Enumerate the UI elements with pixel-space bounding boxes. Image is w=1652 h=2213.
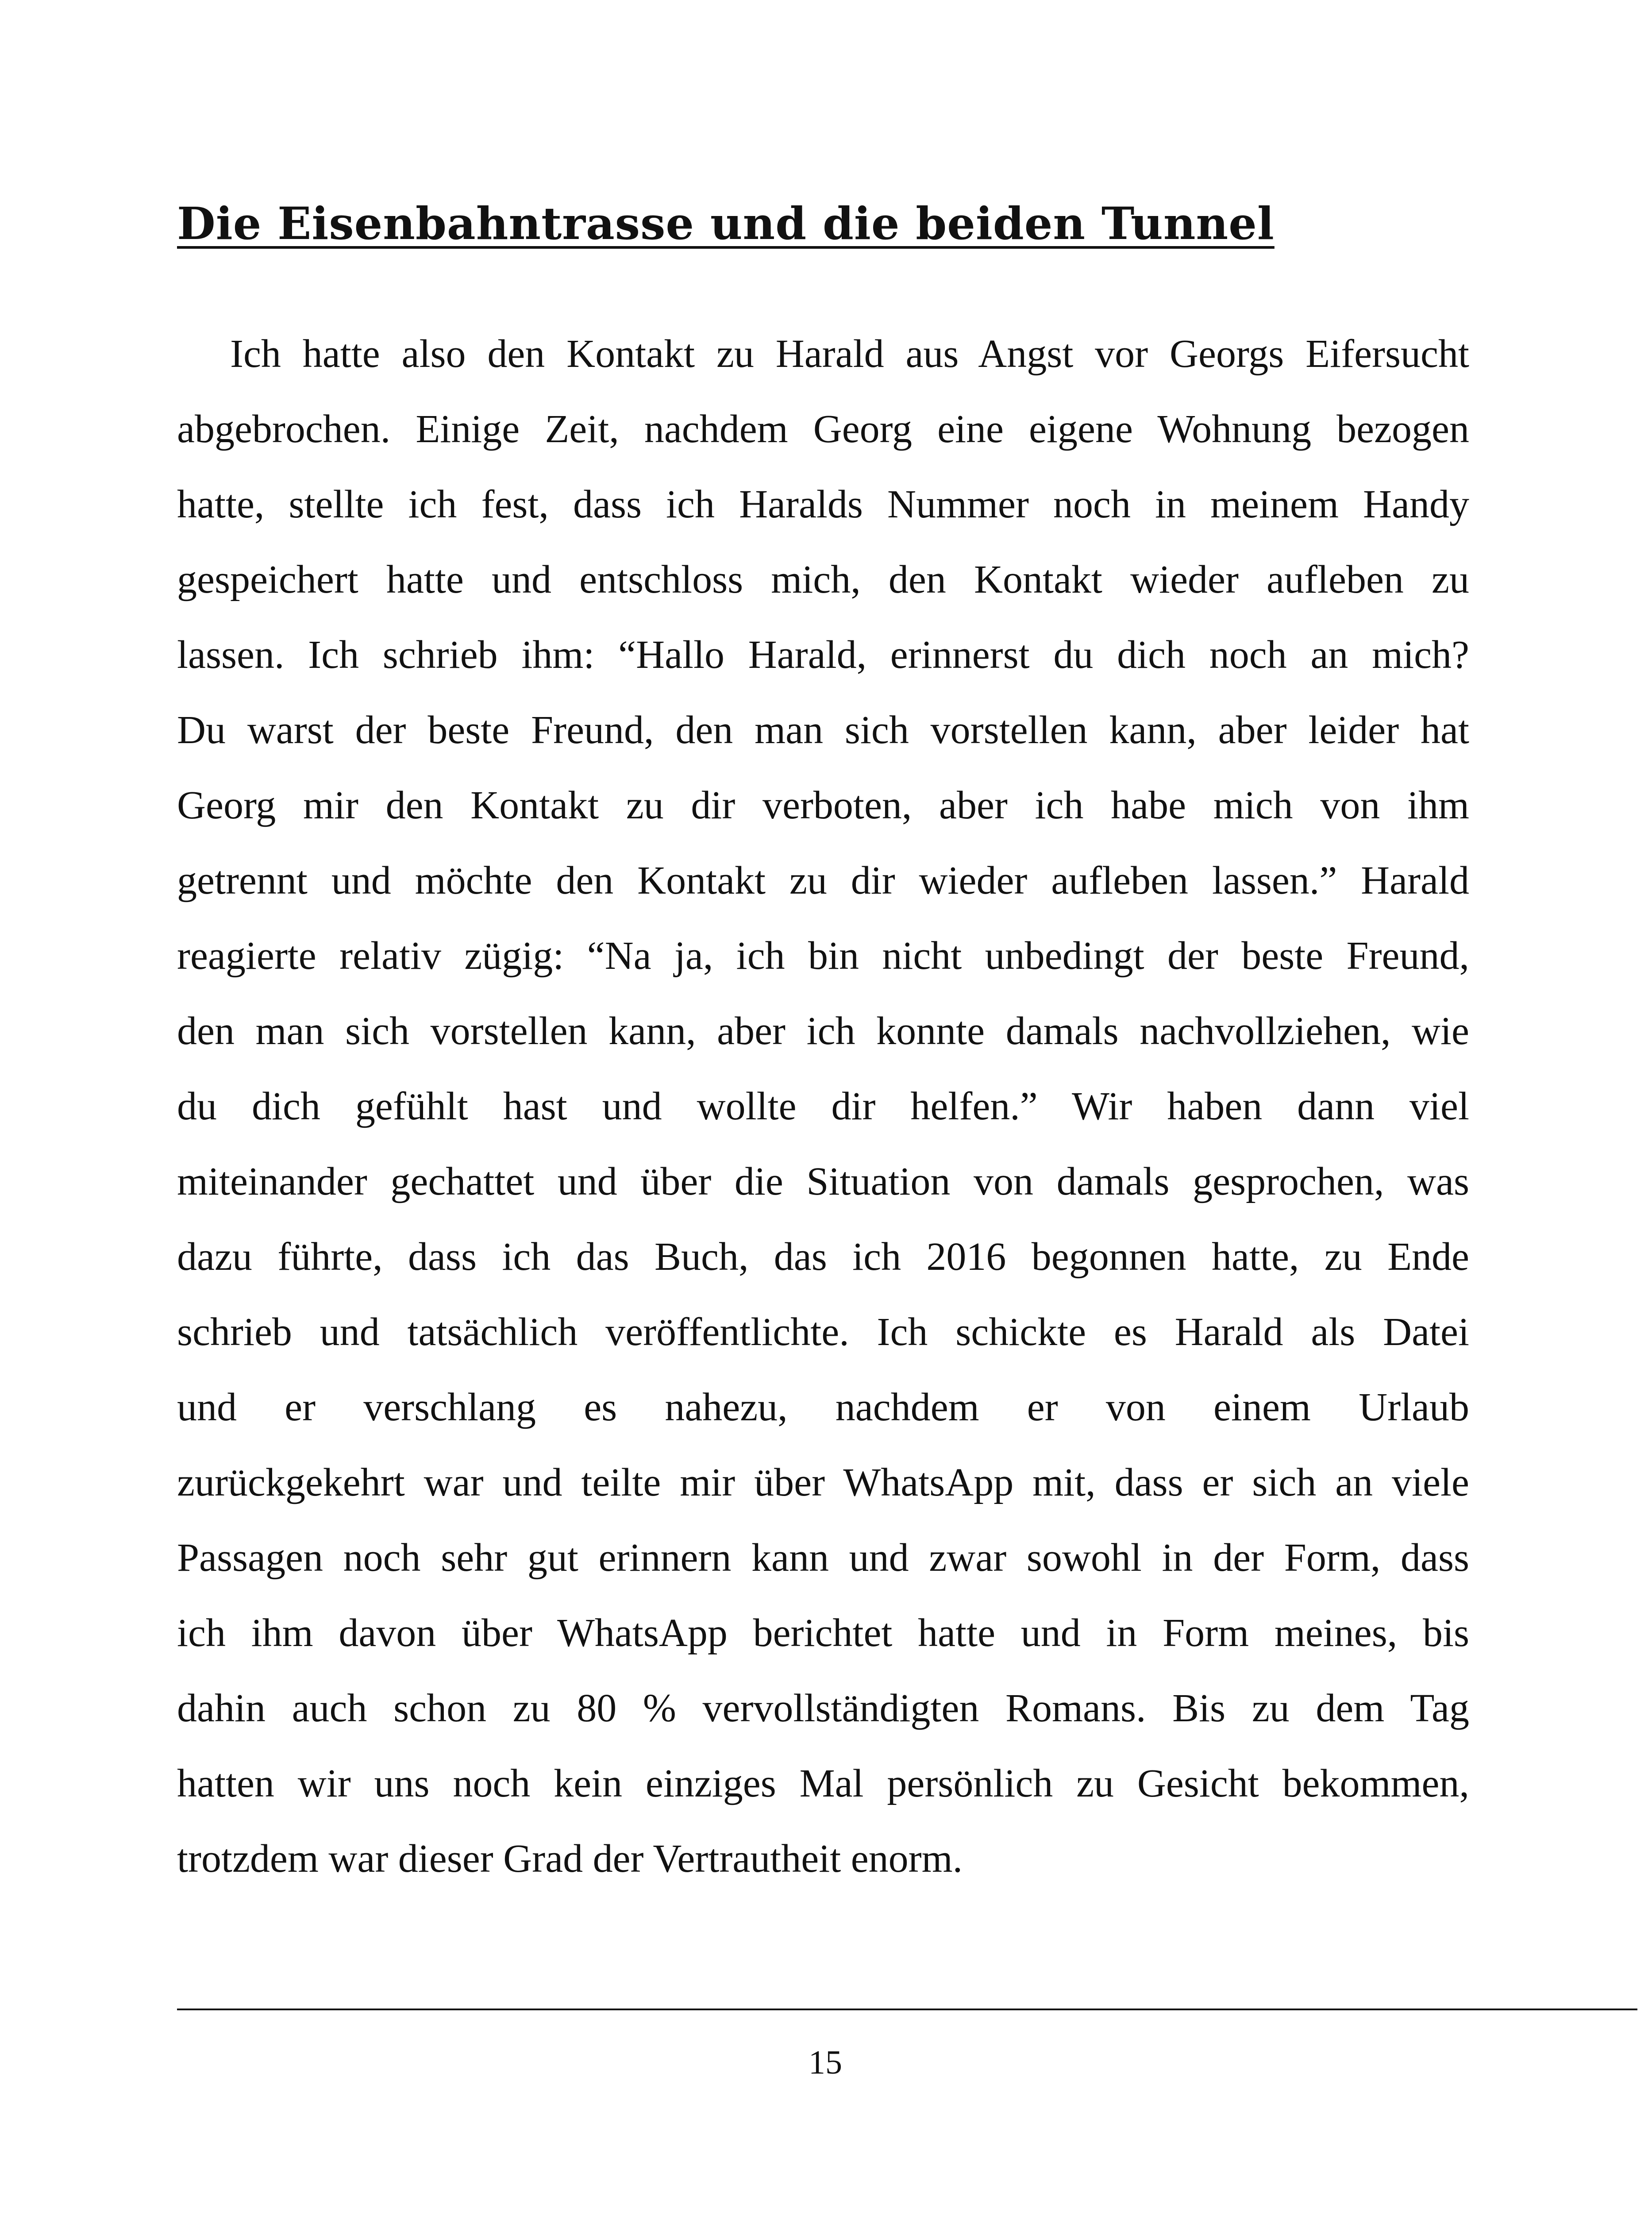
paragraph-line: dazu führte, dass ich das Buch, das ich 2016 begonnen hatte, zu Ende: [177, 1235, 1469, 1279]
paragraph-line: gespeichert hatte und entschloss mich, den Kontakt wieder aufleben zu: [177, 558, 1469, 601]
paragraph-line: trotzdem war dieser Grad der Vertrautheit enorm.: [177, 1837, 963, 1881]
paragraph-line: reagierte relativ zügig: “Na ja, ich bin nicht unbedingt der beste Freund,: [177, 934, 1469, 978]
paragraph-line: ich ihm davon über WhatsApp berichtet hatte und in Form meines, bis: [177, 1611, 1469, 1655]
paragraph-line: hatte, stellte ich fest, dass ich Haralds Nummer noch in meinem Handy: [177, 482, 1469, 526]
chapter-title: Die Eisenbahntrasse und die beiden Tunnel: [177, 197, 1275, 250]
body-paragraph: [177, 316, 1469, 1897]
paragraph-line: den man sich vorstellen kann, aber ich konnte damals nachvollziehen, wie: [177, 1009, 1469, 1053]
paragraph-line: dahin auch schon zu 80 % vervollständigten Romans. Bis zu dem Tag: [177, 1686, 1469, 1730]
paragraph-line: zurückgekehrt war und teilte mir über WhatsApp mit, dass er sich an viele: [177, 1461, 1469, 1504]
paragraph-line: getrennt und möchte den Kontakt zu dir wieder aufleben lassen.” Harald: [177, 859, 1469, 902]
page-number: 15: [809, 2044, 842, 2081]
paragraph-line: Georg mir den Kontakt zu dir verboten, aber ich habe mich von ihm: [177, 783, 1469, 827]
paragraph-line: Ich hatte also den Kontakt zu Harald aus Angst vor Georgs Eifersucht: [230, 332, 1469, 376]
paragraph-line: Passagen noch sehr gut erinnern kann und zwar sowohl in der Form, dass: [177, 1536, 1469, 1580]
footer-divider: [177, 2009, 1637, 2010]
paragraph-line: abgebrochen. Einige Zeit, nachdem Georg eine eigene Wohnung bezogen: [177, 407, 1469, 451]
paragraph-line: und er verschlang es nahezu, nachdem er von einem Urlaub: [177, 1385, 1469, 1429]
paragraph-line: du dich gefühlt hast und wollte dir helfen.” Wir haben dann viel: [177, 1084, 1469, 1128]
paragraph-line: Du warst der beste Freund, den man sich vorstellen kann, aber leider hat: [177, 708, 1469, 752]
paragraph-line: hatten wir uns noch kein einziges Mal persönlich zu Gesicht bekommen,: [177, 1762, 1469, 1805]
paragraph-line: lassen. Ich schrieb ihm: “Hallo Harald, erinnerst du dich noch an mich?: [177, 633, 1469, 677]
paragraph-line: miteinander gechattet und über die Situation von damals gesprochen, was: [177, 1160, 1469, 1203]
paragraph-line: schrieb und tatsächlich veröffentlichte. Ich schickte es Harald als Datei: [177, 1310, 1469, 1354]
